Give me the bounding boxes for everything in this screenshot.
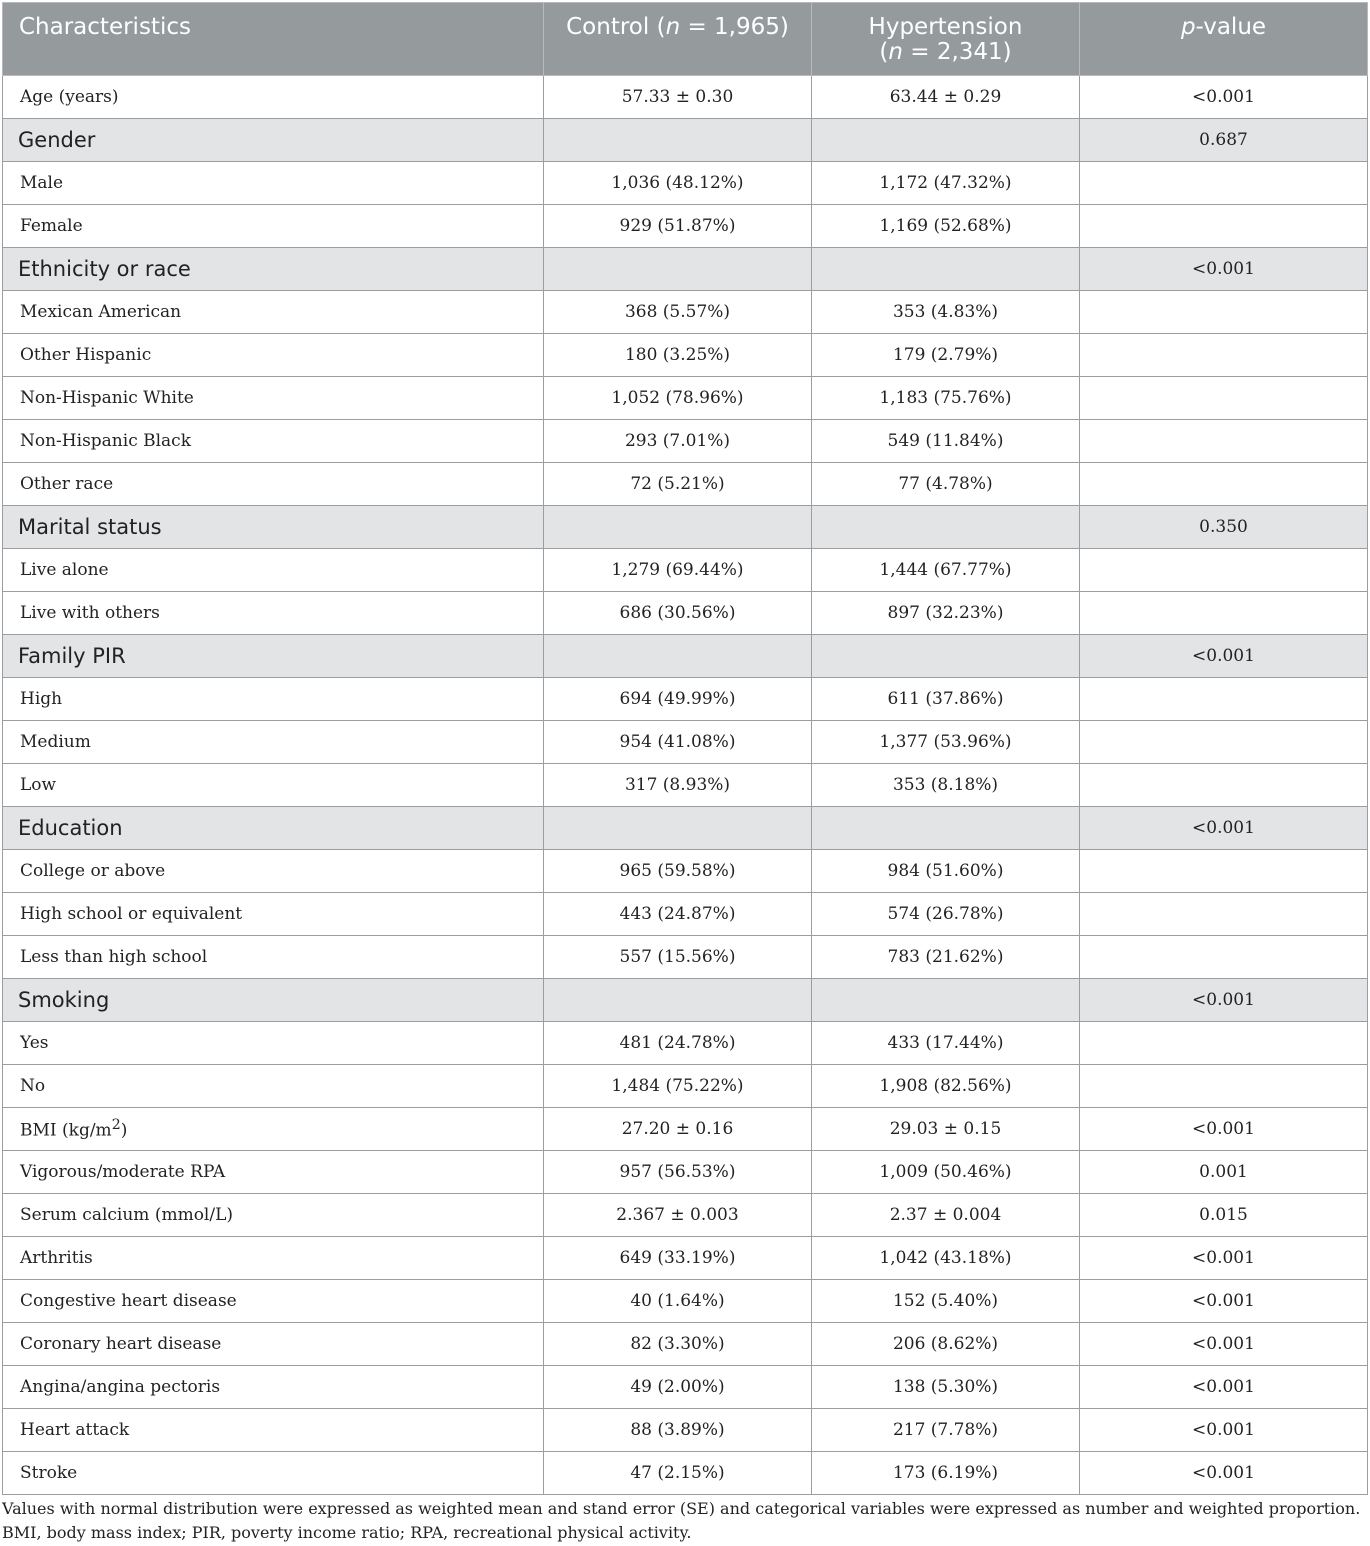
hypertension-value: 63.44 ± 0.29 <box>812 76 1080 119</box>
row-label: BMI $(kg/m^2)$ <box>3 1108 544 1151</box>
table-row <box>3 1065 1368 1108</box>
table-row <box>3 721 1368 764</box>
control-value: 368 (5.57%) <box>544 291 812 334</box>
row-label: Less than high school <box>3 936 544 979</box>
hypertension-value: 1,908 (82.56%) <box>812 1065 1080 1108</box>
control-value: 47 (2.15%) <box>544 1452 812 1495</box>
hypertension-value: 173 (6.19%) <box>812 1452 1080 1495</box>
table-row <box>3 1108 1368 1151</box>
hypertension-value: 206 (8.62%) <box>812 1323 1080 1366</box>
row-label: Yes <box>3 1022 544 1065</box>
table-row <box>3 678 1368 721</box>
empty-cell <box>544 979 812 1022</box>
empty-cell <box>1080 162 1368 205</box>
table-row <box>3 1022 1368 1065</box>
empty-cell <box>1080 936 1368 979</box>
table-row <box>3 1409 1368 1452</box>
empty-cell <box>1080 1022 1368 1065</box>
header-row <box>3 3 1368 76</box>
empty-cell <box>544 506 812 549</box>
hypertension-value: 574 (26.78%) <box>812 893 1080 936</box>
table-row <box>3 1323 1368 1366</box>
row-label: Non-Hispanic Black <box>3 420 544 463</box>
p-value: <0.001 <box>1080 1323 1368 1366</box>
empty-cell <box>812 119 1080 162</box>
control-value: 686 (30.56%) <box>544 592 812 635</box>
control-value: 557 (15.56%) <box>544 936 812 979</box>
p-value: <0.001 <box>1080 807 1368 850</box>
row-label: Female <box>3 205 544 248</box>
header-p-value: p-value <box>1080 3 1368 76</box>
table-row <box>3 764 1368 807</box>
hypertension-value: 1,009 (50.46%) <box>812 1151 1080 1194</box>
empty-cell <box>1080 592 1368 635</box>
table-row <box>3 162 1368 205</box>
empty-cell <box>1080 549 1368 592</box>
section-label: Education <box>3 807 544 850</box>
section-row <box>3 248 1368 291</box>
header-control: Control (n = 1,965) <box>544 3 812 76</box>
p-value: <0.001 <box>1080 1409 1368 1452</box>
section-row <box>3 119 1368 162</box>
row-label: College or above <box>3 850 544 893</box>
row-label: Angina/angina pectoris <box>3 1366 544 1409</box>
p-value: <0.001 <box>1080 1237 1368 1280</box>
section-label: Family PIR <box>3 635 544 678</box>
control-value: 965 (59.58%) <box>544 850 812 893</box>
empty-cell <box>544 119 812 162</box>
control-value: 481 (24.78%) <box>544 1022 812 1065</box>
hypertension-value: 1,444 (67.77%) <box>812 549 1080 592</box>
row-label: Other Hispanic <box>3 334 544 377</box>
empty-cell <box>544 248 812 291</box>
section-row <box>3 807 1368 850</box>
table-row <box>3 1237 1368 1280</box>
table-row <box>3 334 1368 377</box>
section-label: Marital status <box>3 506 544 549</box>
section-row <box>3 979 1368 1022</box>
table-row <box>3 1151 1368 1194</box>
row-label: Congestive heart disease <box>3 1280 544 1323</box>
empty-cell <box>1080 678 1368 721</box>
table-row <box>3 420 1368 463</box>
empty-cell <box>812 635 1080 678</box>
control-value: 82 (3.30%) <box>544 1323 812 1366</box>
row-label: No <box>3 1065 544 1108</box>
table-row <box>3 549 1368 592</box>
hypertension-value: 984 (51.60%) <box>812 850 1080 893</box>
row-label: Male <box>3 162 544 205</box>
row-label: Stroke <box>3 1452 544 1495</box>
section-row <box>3 635 1368 678</box>
control-value: 1,036 (48.12%) <box>544 162 812 205</box>
empty-cell <box>1080 377 1368 420</box>
row-label: Other race <box>3 463 544 506</box>
empty-cell <box>1080 764 1368 807</box>
hypertension-value: 353 (8.18%) <box>812 764 1080 807</box>
control-value: 694 (49.99%) <box>544 678 812 721</box>
table-row <box>3 850 1368 893</box>
characteristics-table <box>2 2 1368 1495</box>
hypertension-value: 138 (5.30%) <box>812 1366 1080 1409</box>
row-label: Mexican American <box>3 291 544 334</box>
section-label: Ethnicity or race <box>3 248 544 291</box>
hypertension-value: 29.03 ± 0.15 <box>812 1108 1080 1151</box>
section-row <box>3 506 1368 549</box>
p-value: <0.001 <box>1080 635 1368 678</box>
hypertension-value: 179 (2.79%) <box>812 334 1080 377</box>
control-value: 72 (5.21%) <box>544 463 812 506</box>
hypertension-value: 1,042 (43.18%) <box>812 1237 1080 1280</box>
table-row <box>3 936 1368 979</box>
empty-cell <box>1080 893 1368 936</box>
table-row <box>3 76 1368 119</box>
hypertension-value: 1,183 (75.76%) <box>812 377 1080 420</box>
row-label: Serum calcium (mmol/L) <box>3 1194 544 1237</box>
row-label: Non-Hispanic White <box>3 377 544 420</box>
empty-cell <box>812 506 1080 549</box>
empty-cell <box>1080 850 1368 893</box>
control-value: 1,052 (78.96%) <box>544 377 812 420</box>
row-label: Vigorous/moderate RPA <box>3 1151 544 1194</box>
footnote-line: Values with normal distribution were expressed as weighted mean and stand error (SE) and categorical variables were expressed as number and weighted proportion. <box>2 1499 1361 1518</box>
row-label: Arthritis <box>3 1237 544 1280</box>
hypertension-value: 217 (7.78%) <box>812 1409 1080 1452</box>
p-value: <0.001 <box>1080 248 1368 291</box>
control-value: 180 (3.25%) <box>544 334 812 377</box>
row-label: Age (years) <box>3 76 544 119</box>
hypertension-value: 897 (32.23%) <box>812 592 1080 635</box>
row-label: Live alone <box>3 549 544 592</box>
control-value: 1,279 (69.44%) <box>544 549 812 592</box>
table-row <box>3 463 1368 506</box>
header-hypertension: Hypertension (n = 2,341) <box>812 3 1080 76</box>
empty-cell <box>1080 420 1368 463</box>
table-row <box>3 1280 1368 1323</box>
control-value: 954 (41.08%) <box>544 721 812 764</box>
empty-cell <box>1080 1065 1368 1108</box>
control-value: 443 (24.87%) <box>544 893 812 936</box>
row-label: High <box>3 678 544 721</box>
hypertension-value: 611 (37.86%) <box>812 678 1080 721</box>
p-value: 0.015 <box>1080 1194 1368 1237</box>
p-value: 0.001 <box>1080 1151 1368 1194</box>
row-label: Live with others <box>3 592 544 635</box>
empty-cell <box>812 979 1080 1022</box>
control-value: 88 (3.89%) <box>544 1409 812 1452</box>
table-row <box>3 1366 1368 1409</box>
empty-cell <box>1080 463 1368 506</box>
table-row <box>3 1452 1368 1495</box>
row-label: Low <box>3 764 544 807</box>
hypertension-value: 783 (21.62%) <box>812 936 1080 979</box>
table-row <box>3 1194 1368 1237</box>
empty-cell <box>812 807 1080 850</box>
table-row <box>3 592 1368 635</box>
row-label: Heart attack <box>3 1409 544 1452</box>
p-value: <0.001 <box>1080 979 1368 1022</box>
control-value: 293 (7.01%) <box>544 420 812 463</box>
p-value: 0.687 <box>1080 119 1368 162</box>
control-value: 57.33 ± 0.30 <box>544 76 812 119</box>
empty-cell <box>812 248 1080 291</box>
hypertension-value: 2.37 ± 0.004 <box>812 1194 1080 1237</box>
hypertension-value: 1,377 (53.96%) <box>812 721 1080 764</box>
footnote-line: BMI, body mass index; PIR, poverty income ratio; RPA, recreational physical activity. <box>2 1523 692 1542</box>
control-value: 649 (33.19%) <box>544 1237 812 1280</box>
control-value: 929 (51.87%) <box>544 205 812 248</box>
control-value: 40 (1.64%) <box>544 1280 812 1323</box>
hypertension-value: 77 (4.78%) <box>812 463 1080 506</box>
empty-cell <box>1080 205 1368 248</box>
p-value: 0.350 <box>1080 506 1368 549</box>
hypertension-value: 433 (17.44%) <box>812 1022 1080 1065</box>
empty-cell <box>544 807 812 850</box>
control-value: 957 (56.53%) <box>544 1151 812 1194</box>
p-value: <0.001 <box>1080 1280 1368 1323</box>
p-value: <0.001 <box>1080 76 1368 119</box>
control-value: 27.20 ± 0.16 <box>544 1108 812 1151</box>
row-label: High school or equivalent <box>3 893 544 936</box>
p-value: <0.001 <box>1080 1108 1368 1151</box>
table-footnote <box>2 1497 1360 1545</box>
control-value: 2.367 ± 0.003 <box>544 1194 812 1237</box>
hypertension-value: 1,169 (52.68%) <box>812 205 1080 248</box>
hypertension-value: 353 (4.83%) <box>812 291 1080 334</box>
control-value: 317 (8.93%) <box>544 764 812 807</box>
hypertension-value: 549 (11.84%) <box>812 420 1080 463</box>
row-label: Coronary heart disease <box>3 1323 544 1366</box>
hypertension-value: 152 (5.40%) <box>812 1280 1080 1323</box>
table-row <box>3 893 1368 936</box>
empty-cell <box>544 635 812 678</box>
hypertension-value: 1,172 (47.32%) <box>812 162 1080 205</box>
empty-cell <box>1080 334 1368 377</box>
section-label: Gender <box>3 119 544 162</box>
section-label: Smoking <box>3 979 544 1022</box>
p-value: <0.001 <box>1080 1452 1368 1495</box>
table-row <box>3 377 1368 420</box>
table-row <box>3 205 1368 248</box>
empty-cell <box>1080 721 1368 764</box>
control-value: 49 (2.00%) <box>544 1366 812 1409</box>
p-value: <0.001 <box>1080 1366 1368 1409</box>
row-label: Medium <box>3 721 544 764</box>
table-row <box>3 291 1368 334</box>
control-value: 1,484 (75.22%) <box>544 1065 812 1108</box>
empty-cell <box>1080 291 1368 334</box>
header-characteristics: Characteristics <box>3 3 544 76</box>
